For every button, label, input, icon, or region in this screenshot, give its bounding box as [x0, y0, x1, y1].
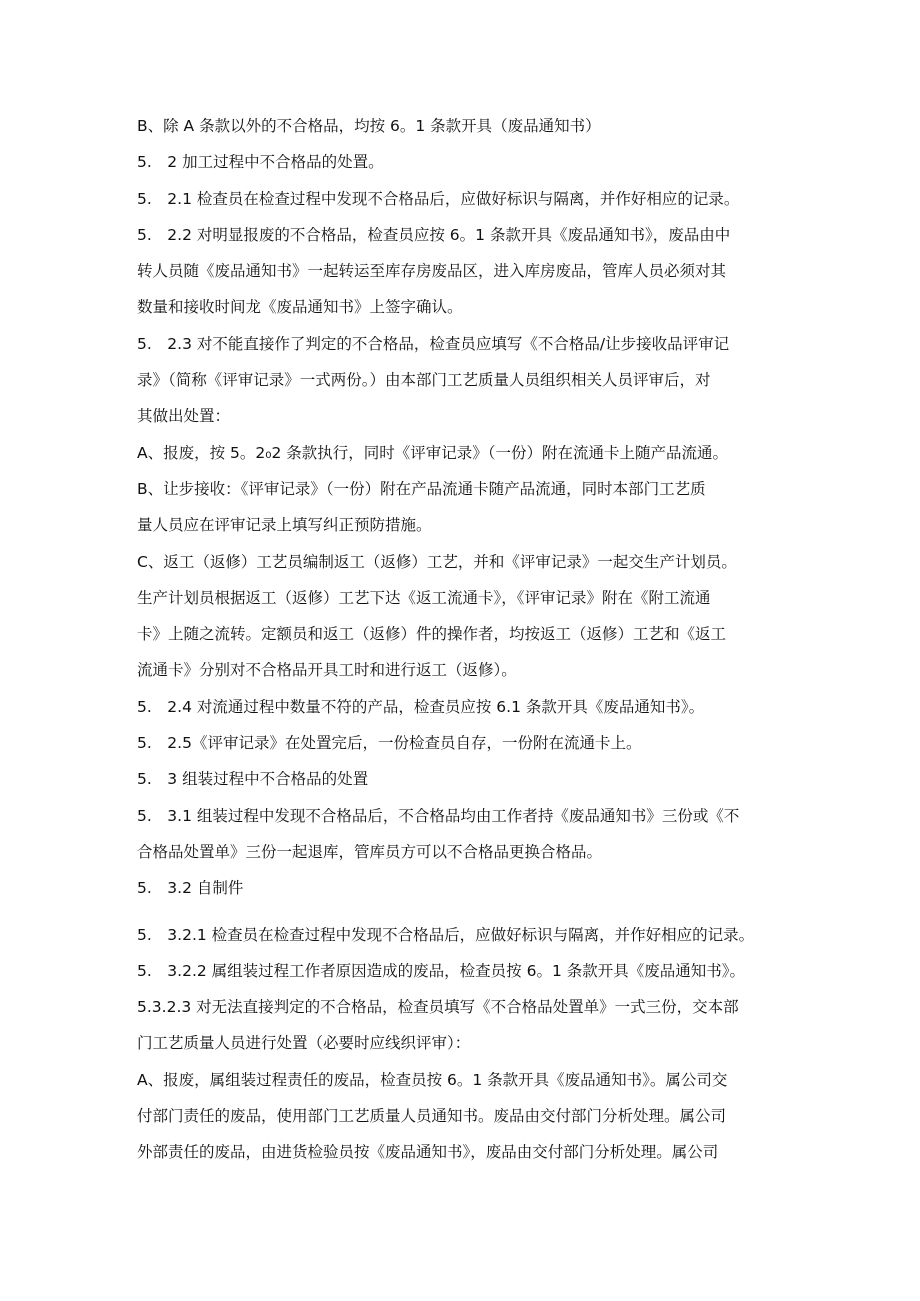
text-line: 外部责任的废品，由进货检验员按《废品通知书》，废品由交付部门分析处理。属公司: [137, 1143, 719, 1162]
document-body: [137, 108, 797, 1171]
text-line: 5. 3 组装过程中不合格品的处置: [137, 770, 369, 789]
text-line: 5. 2.2 对明显报废的不合格品，检查员应按 6。1 条款开具《废品通知书》，废品由中: [137, 225, 731, 244]
text-line: 5. 2.5《评审记录》在处置完后，一份检查员自存，一份附在流通卡上。: [137, 734, 642, 753]
text-line: 5. 2.1 检查员在检查过程中发现不合格品后，应做好标识与隔离，并作好相应的记录。: [137, 189, 740, 208]
text-line: 门工艺质量人员进行处置（必要时应线织评审）：: [137, 1034, 471, 1053]
text-line: 卡》上随之流转。定额员和返工（返修）件的操作者，均按返工（返修）工艺和《返工: [137, 625, 727, 644]
text-line: 录》（简称《评审记录》一式两份。）由本部门工艺质量人员组织相关人员评审后，对: [137, 371, 711, 390]
text-line: 5. 2.3 对不能直接作了判定的不合格品，检查员应填写《不合格品/让步接收品评审记: [137, 334, 730, 353]
text-line: B、让步接收：《评审记录》（一份）附在产品流通卡随产品流通，同时本部门工艺质: [137, 479, 706, 498]
text-line: A、报废，属组装过程责任的废品，检查员按 6。1 条款开具《废品通知书》。属公司交: [137, 1070, 728, 1089]
text-line: 数量和接收时间龙《废品通知书》上签字确认。: [137, 298, 463, 317]
text-line: 5. 3.2.1 检查员在检查过程中发现不合格品后，应做好标识与隔离，并作好相应的记录。: [137, 925, 755, 944]
text-line: 5. 3.2.2 属组装过程工作者原因造成的废品，检查员按 6。1 条款开具《废品通知书》。: [137, 961, 745, 980]
text-line: 5. 2 加工过程中不合格品的处置。: [137, 153, 384, 172]
text-line: 转人员随《废品通知书》一起转运至库存房废品区，进入库房废品，管库人员必须对其: [137, 262, 727, 281]
text-line: 5. 3.1 组装过程中发现不合格品后，不合格品均由工作者持《废品通知书》三份或《不: [137, 806, 740, 825]
text-line: 付部门责任的废品，使用部门工艺质量人员通知书。废品由交付部门分析处理。属公司: [137, 1107, 727, 1126]
text-line: C、返工（返修）工艺员编制返工（返修）工艺，并和《评审记录》一起交生产计划员。: [137, 552, 737, 571]
text-line: 合格品处置单》三份一起退库，管库员方可以不合格品更换合格品。: [137, 842, 603, 861]
text-line: 5. 3.2 自制件: [137, 879, 244, 898]
text-line: 量人员应在评审记录上填写纠正预防措施。: [137, 516, 432, 535]
text-line: 生产计划员根据返工（返修）工艺下达《返工流通卡》，《评审记录》附在《附工流通: [137, 588, 711, 607]
text-line: B、除 A 条款以外的不合格品，均按 6。1 条款开具（废品通知书）: [137, 117, 601, 135]
text-line: A、报废，按 5。2₀2 条款执行，同时《评审记录》（一份）附在流通卡上随产品流通。: [137, 443, 729, 462]
text-line: 流通卡》分别对不合格品开具工时和进行返工（返修）。: [137, 661, 517, 680]
text-line: 5. 2.4 对流通过程中数量不符的产品，检查员应按 6.1 条款开具《废品通知书》。: [137, 697, 705, 716]
text-line: 5.3.2.3 对无法直接判定的不合格品，检查员填写《不合格品处置单》一式三份，交本部: [137, 998, 739, 1017]
text-line: 其做出处置：: [137, 407, 231, 426]
